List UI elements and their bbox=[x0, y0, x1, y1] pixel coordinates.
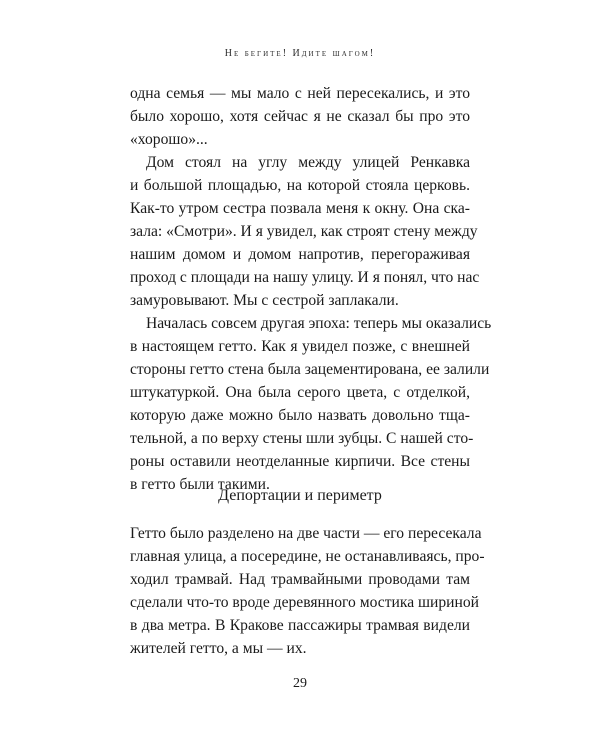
text-line: «хорошо»... bbox=[130, 131, 208, 148]
main-text bbox=[130, 82, 492, 496]
text-line: стороны гетто стена была зацементирована, ее залили bbox=[130, 361, 490, 378]
text-line: одна семья — мы мало с ней пересекались, и это bbox=[130, 85, 470, 102]
text-line: тельной, а по верху стены шли зубцы. С нашей сто- bbox=[130, 430, 474, 447]
text-line: в гетто были такими. bbox=[130, 476, 270, 493]
text-line: нашим домом и домом напротив, перегораживая bbox=[130, 246, 470, 263]
page-number: 29 bbox=[293, 676, 307, 691]
paragraph bbox=[130, 151, 480, 312]
text-line: проход с площади на нашу улицу. И я понял, что нас bbox=[130, 269, 480, 286]
text-line: главная улица, а посередине, не останавливаясь, про- bbox=[130, 548, 485, 565]
text-line: Как-то утром сестра позвала меня к окну. Она ска- bbox=[130, 200, 470, 217]
section-heading: Депортации и периметр bbox=[218, 487, 382, 504]
paragraph bbox=[130, 312, 492, 496]
text-line: в настоящем гетто. Как я увидел позже, с внешней bbox=[130, 338, 470, 355]
text-line: Гетто было разделено на две части — его пересекала bbox=[130, 525, 482, 542]
paragraph bbox=[130, 82, 470, 151]
text-line: сделали что-то вроде деревянного мостика шириной bbox=[130, 594, 480, 611]
text-line: зала: «Смотри». И я увидел, как строят стену между bbox=[130, 223, 478, 240]
section-text bbox=[130, 522, 485, 660]
text-line: Началась совсем другая эпоха: теперь мы оказались bbox=[146, 315, 492, 332]
text-line: и большой площадью, на которой стояла церковь. bbox=[130, 177, 470, 194]
text-line: было хорошо, хотя сейчас я не сказал бы про это bbox=[130, 108, 470, 125]
text-line: в два метра. В Кракове пассажиры трамвая видели bbox=[130, 617, 470, 634]
running-header: Не бегите! Идите шагом! bbox=[224, 48, 376, 59]
text-line: ходил трамвай. Над трамвайными проводами там bbox=[130, 571, 470, 588]
text-line: штукатуркой. Она была серого цвета, с отделкой, bbox=[130, 384, 470, 401]
text-line: Дом стоял на углу между улицей Ренкавка bbox=[146, 154, 470, 171]
text-line: роны оставили неотделанные кирпичи. Все стены bbox=[130, 453, 470, 470]
text-line: которую даже можно было назвать довольно тща- bbox=[130, 407, 470, 424]
text-line: жителей гетто, а мы — их. bbox=[130, 640, 307, 657]
text-line: замуровывают. Мы с сестрой заплакали. bbox=[130, 292, 399, 309]
